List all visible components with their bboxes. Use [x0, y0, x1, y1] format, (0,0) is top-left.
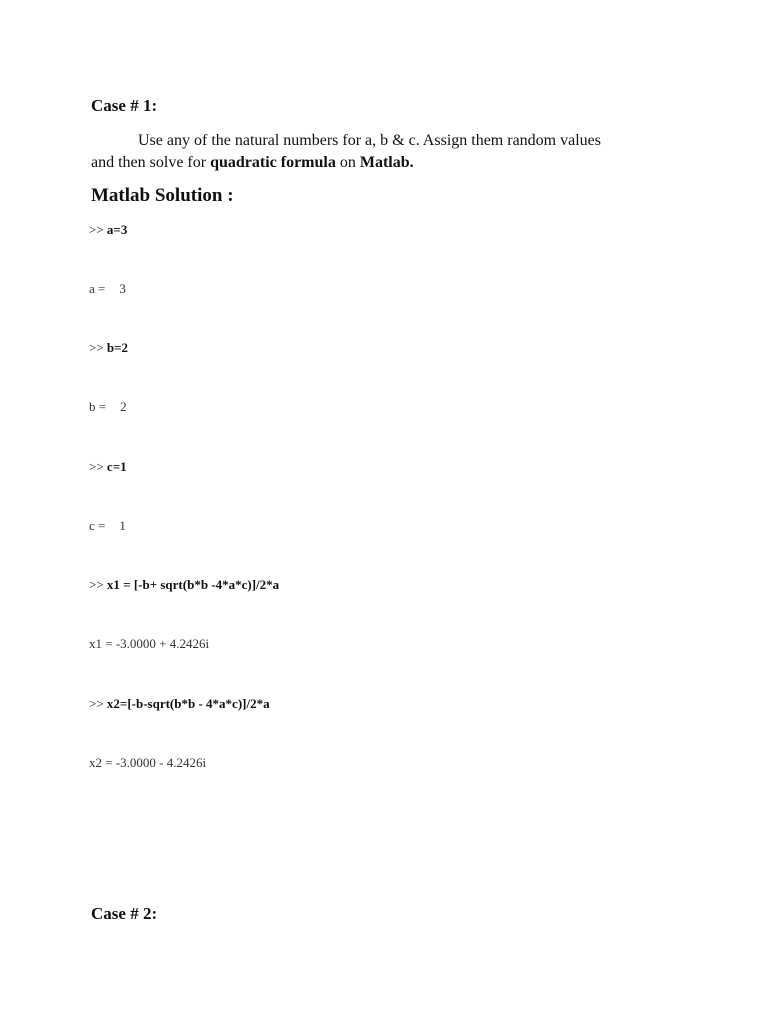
command-prompt: >>	[89, 459, 104, 474]
command-text: x2=[-b-sqrt(b*b - 4*a*c)]/2*a	[106, 696, 270, 711]
output-line	[89, 518, 126, 534]
output-label: x2 = -3.0000 - 4.2426i	[89, 755, 207, 770]
command-line	[89, 222, 127, 238]
command-text: b=2	[106, 340, 129, 355]
case-2-heading: Case # 2:	[91, 904, 158, 923]
output-label: b =	[89, 399, 107, 414]
command-prompt: >>	[89, 696, 104, 711]
command-text: c=1	[106, 459, 127, 474]
bold-term-quadratic-formula: quadratic formula	[210, 154, 336, 171]
output-label: x1 = -3.0000 + 4.2426i	[89, 636, 210, 651]
output-value: 2	[120, 399, 127, 414]
output-value: 3	[119, 281, 126, 296]
output-line	[89, 636, 209, 652]
command-line	[89, 459, 127, 475]
matlab-solution-heading: Matlab Solution :	[91, 185, 234, 206]
paragraph-text: and then solve for	[91, 154, 211, 171]
output-line	[89, 399, 127, 415]
command-text: a=3	[106, 222, 128, 237]
output-line	[89, 755, 206, 771]
command-text: x1 = [-b+ sqrt(b*b -4*a*c)]/2*a	[106, 577, 280, 592]
command-line	[89, 340, 128, 356]
case-1-paragraph-line-2	[91, 152, 414, 174]
command-prompt: >>	[89, 577, 104, 592]
paragraph-text: on	[335, 154, 360, 171]
output-label: a =	[89, 281, 106, 296]
command-prompt: >>	[89, 222, 104, 237]
output-line	[89, 281, 126, 297]
output-label: c =	[89, 518, 106, 533]
bold-term-matlab: Matlab.	[359, 154, 414, 171]
command-line	[89, 696, 270, 712]
case-1-paragraph-line-1: Use any of the natural numbers for a, b & c. Assign them random values	[138, 132, 601, 149]
command-prompt: >>	[89, 340, 104, 355]
case-1-heading: Case # 1:	[91, 96, 158, 115]
command-line	[89, 577, 279, 593]
output-value: 1	[119, 518, 126, 533]
